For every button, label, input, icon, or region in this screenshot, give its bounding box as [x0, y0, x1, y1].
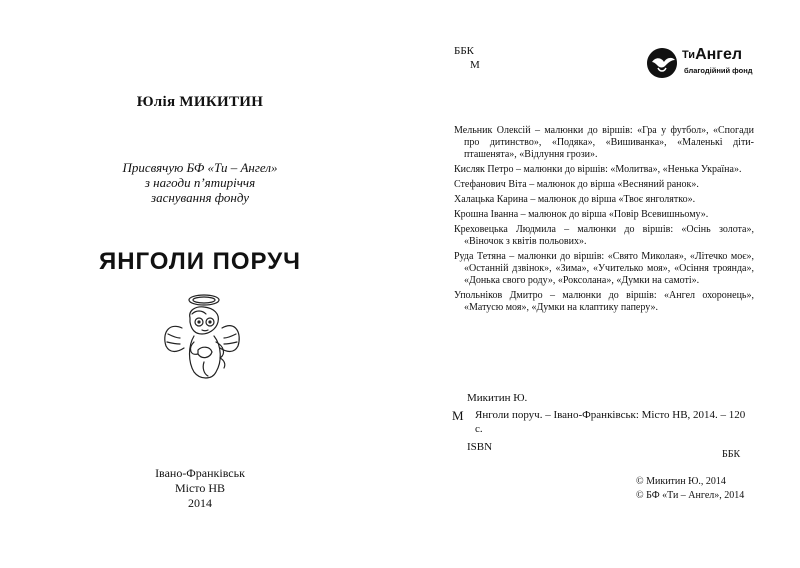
credit-item: Мельник Олексій – малюнки до віршів: «Гра у футбол», «Спогади про дитинство», «Подяка», «Вишиванка», «Маленькі діти-пташенята», «Відлуння грози».	[454, 125, 754, 160]
book-title: ЯНГОЛИ ПОРУЧ	[98, 248, 302, 275]
catalog-bbk: ББК	[722, 449, 741, 460]
catalog-entry: Янголи поруч. – Івано-Франківськ: Місто НВ, 2014. – 120 с.	[475, 409, 746, 435]
imprint-year: 2014	[188, 496, 212, 510]
bbk-label: ББК	[454, 45, 474, 57]
copyright-fund: © БФ «Ти – Ангел», 2014	[636, 490, 745, 501]
credit-item: Кисляк Петро – малюнки до віршів: «Молитва», «Ненька Україна».	[454, 164, 742, 175]
credit-item: Крошна Іванна – малюнок до вірша «Повір Всевишньому».	[454, 209, 709, 220]
dedication-line-2: з нагоди п’ятиріччя	[144, 175, 256, 190]
angel-drawing-icon	[160, 288, 244, 386]
credit-item: Руда Тетяна – малюнки до віршів: «Свято Миколая», «Літечко моє», «Останній дзвінок», «Зима», «Учителько моя», «Осіння троянда», «Донька свого роду», «Роксолана», «Думки на самоті».	[454, 251, 754, 286]
copyright-author: © Микитин Ю., 2014	[636, 476, 726, 487]
logo-subtitle: благодійний фонд	[684, 66, 753, 75]
dedication-line-3: заснування фонду	[151, 190, 249, 205]
ti-angel-logo-icon	[644, 46, 680, 80]
dedication	[0, 160, 400, 205]
credit-item: Упольніков Дмитро – малюнки до віршів: «Ангел охоронець», «Матусю моя», «Думки на клаптику паперу».	[454, 290, 754, 313]
copyright	[636, 475, 744, 503]
credit-item: Креховецька Людмила – малюнки до віршів: «Осінь золота», «Віночок з квітів польових».	[454, 224, 754, 247]
imprint-publisher: Місто НВ	[174, 481, 226, 495]
author-name: Юлія МИКИТИН	[136, 94, 264, 110]
catalog-isbn: ISBN	[467, 441, 493, 453]
logo-name-small: Ти	[682, 49, 696, 61]
dedication-line-1: Присвячую БФ «Ти – Ангел»	[122, 160, 278, 175]
m-label: М	[470, 59, 480, 71]
illustration-credits	[454, 125, 754, 317]
bbk-header	[454, 44, 480, 72]
logo-name-big: Ангел	[695, 46, 743, 63]
credit-item: Стефанович Віта – малюнок до вірша «Весняний ранок».	[454, 179, 699, 190]
catalog-m-label: М	[452, 408, 464, 423]
credit-item: Халацька Карина – малюнок до вірша «Твоє янголятко».	[454, 194, 696, 205]
imprint	[0, 466, 400, 511]
ti-angel-logo	[644, 46, 774, 80]
imprint-city: Івано-Франківськ	[155, 466, 245, 480]
catalog-author: Микитин Ю.	[467, 392, 528, 404]
